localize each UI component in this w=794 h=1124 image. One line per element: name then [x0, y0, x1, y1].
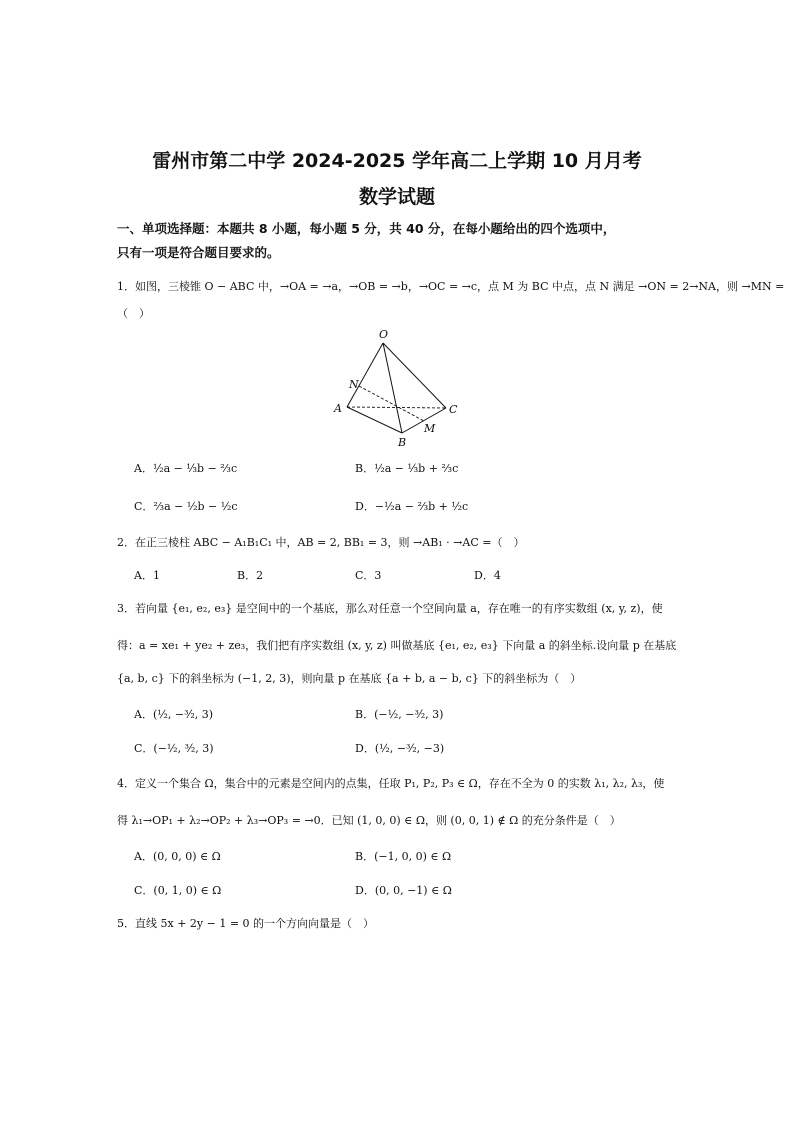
question-3-stem-line3: {a, b, c} 下的斜坐标为 (−1, 2, 3)，则向量 p 在基底 {a + b, a − b, c} 下的斜坐标为（ ）: [117, 672, 582, 685]
label-c: C: [449, 403, 458, 416]
label-a: A: [334, 402, 342, 415]
question-5-stem: 5．直线 5x + 2y − 1 = 0 的一个方向向量是（ ）: [117, 917, 375, 930]
question-1-option-d[interactable]: D．−½a − ⅔b + ½c: [355, 500, 469, 513]
question-1-option-a[interactable]: A．½a − ⅓b − ⅔c: [134, 462, 238, 475]
question-3-stem-line1: 3．若向量 {e₁, e₂, e₃} 是空间中的一个基底，那么对任意一个空间向量 a，存在唯一的有序实数组 (x, y, z)，使: [117, 602, 663, 615]
section-heading-line2: 只有一项是符合题目要求的。: [117, 245, 280, 260]
edge-ab: [347, 407, 402, 433]
question-1-stem-line2: （ ）: [117, 307, 150, 320]
question-2-stem: 2．在正三棱柱 ABC − A₁B₁C₁ 中，AB = 2, BB₁ = 3，则 →AB₁ · →AC =（ ）: [117, 536, 525, 549]
label-m: M: [424, 422, 436, 435]
question-4-option-d[interactable]: D．(0, 0, −1) ∈ Ω: [355, 884, 452, 897]
page-subtitle: 数学试题: [358, 186, 435, 208]
question-3-option-c[interactable]: C．(−½, ³⁄₂, 3): [134, 742, 214, 755]
question-4-option-c[interactable]: C．(0, 1, 0) ∈ Ω: [134, 884, 222, 897]
question-3-option-d[interactable]: D．(½, −³⁄₂, −3): [355, 742, 445, 755]
question-1-option-b[interactable]: B．½a − ⅓b + ⅔c: [355, 462, 459, 475]
question-4-stem-line2: 得 λ₁→OP₁ + λ₂→OP₂ + λ₃→OP₃ = →0．已知 (1, 0, 0) ∈ Ω，则 (0, 0, 1) ∉ Ω 的充分条件是（ ）: [117, 814, 621, 827]
section-heading-line1: 一、单项选择题：本题共 8 小题，每小题 5 分，共 40 分，在每小题给出的四个选项中，: [117, 221, 616, 236]
edge-ob: [383, 343, 402, 433]
question-3-stem-line2: 得：a = xe₁ + ye₂ + ze₃，我们把有序实数组 (x, y, z) 叫做基底 {e₁, e₂, e₃} 下向量 a 的斜坐标.设向量 p 在基底: [117, 639, 677, 652]
question-1-stem-line1: 1．如图，三棱锥 O − ABC 中，→OA = →a，→OB = →b，→OC = →c，点 M 为 BC 中点，点 N 满足 →ON = 2→NA，则 →MN =: [117, 280, 785, 293]
label-b: B: [398, 436, 407, 449]
tetrahedron-figure: [330, 326, 470, 451]
question-2-option-d[interactable]: D．4: [474, 569, 501, 582]
question-3-option-b[interactable]: B．(−½, −³⁄₂, 3): [355, 708, 444, 721]
question-4-stem-line1: 4．定义一个集合 Ω，集合中的元素是空间内的点集，任取 P₁, P₂, P₃ ∈ Ω，存在不全为 0 的实数 λ₁, λ₂, λ₃，使: [117, 777, 665, 790]
page-title: 雷州市第二中学 2024-2025 学年高二上学期 10 月月考: [152, 150, 642, 172]
question-2-option-c[interactable]: C．3: [355, 569, 382, 582]
question-4-option-a[interactable]: A．(0, 0, 0) ∈ Ω: [134, 850, 221, 863]
edge-oc: [383, 343, 446, 408]
edge-oa: [347, 343, 383, 407]
question-3-option-a[interactable]: A．(½, −³⁄₂, 3): [134, 708, 214, 721]
label-n: N: [349, 378, 359, 391]
question-2-option-a[interactable]: A．1: [134, 569, 160, 582]
label-o: O: [379, 328, 389, 341]
question-1-option-c[interactable]: C．⅔a − ½b − ½c: [134, 500, 238, 513]
segment-mn: [359, 386, 424, 421]
question-2-option-b[interactable]: B．2: [237, 569, 264, 582]
question-4-option-b[interactable]: B．(−1, 0, 0) ∈ Ω: [355, 850, 452, 863]
